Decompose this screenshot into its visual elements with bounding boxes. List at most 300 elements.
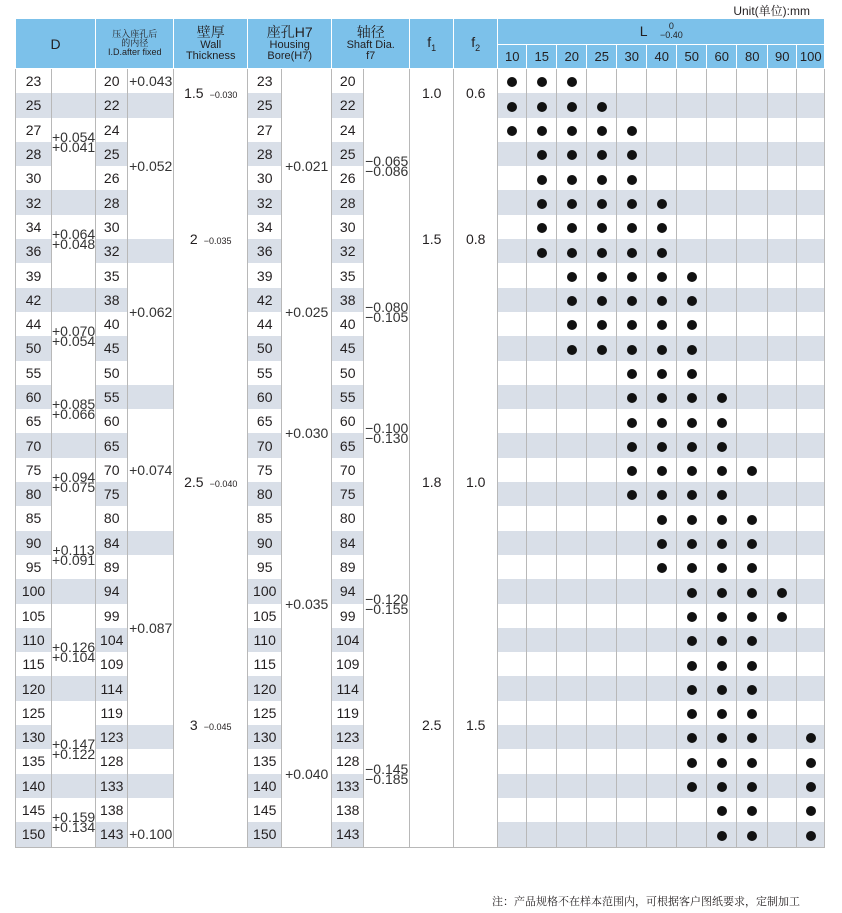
length-availability bbox=[768, 263, 797, 287]
available-dot bbox=[687, 782, 697, 792]
length-availability bbox=[737, 385, 768, 409]
table-row bbox=[16, 69, 825, 94]
available-dot bbox=[597, 199, 607, 209]
length-availability bbox=[677, 628, 707, 652]
header-housing-en: Housing Bore(H7) bbox=[267, 39, 313, 62]
od-tolerance: +0.085 +0.066 bbox=[52, 385, 96, 434]
outer-diameter: 25 bbox=[16, 93, 52, 117]
length-availability bbox=[797, 579, 825, 603]
length-availability bbox=[527, 409, 557, 433]
available-dot bbox=[627, 369, 637, 379]
available-dot bbox=[597, 175, 607, 185]
length-availability bbox=[587, 506, 617, 530]
outer-diameter: 110 bbox=[16, 628, 52, 652]
length-availability bbox=[677, 263, 707, 287]
length-availability bbox=[647, 652, 677, 676]
length-availability bbox=[527, 288, 557, 312]
length-availability bbox=[617, 288, 647, 312]
length-availability bbox=[737, 288, 768, 312]
length-availability bbox=[768, 604, 797, 628]
length-availability bbox=[527, 239, 557, 263]
length-availability bbox=[527, 336, 557, 360]
available-dot bbox=[717, 685, 727, 695]
length-availability bbox=[557, 676, 587, 700]
length-availability bbox=[707, 433, 737, 457]
f1-value: 2.5 bbox=[410, 604, 454, 847]
length-availability bbox=[498, 652, 527, 676]
length-availability bbox=[647, 93, 677, 117]
length-availability bbox=[557, 93, 587, 117]
outer-diameter: 130 bbox=[16, 725, 52, 749]
shaft-diameter: 133 bbox=[332, 774, 364, 798]
length-availability bbox=[617, 215, 647, 239]
length-availability bbox=[768, 506, 797, 530]
inner-diameter: 114 bbox=[96, 676, 128, 700]
length-availability bbox=[527, 263, 557, 287]
id-tolerance-empty bbox=[128, 725, 174, 749]
length-availability bbox=[768, 336, 797, 360]
length-availability bbox=[677, 579, 707, 603]
length-availability bbox=[587, 628, 617, 652]
available-dot bbox=[717, 831, 727, 841]
length-availability bbox=[797, 628, 825, 652]
available-dot bbox=[597, 150, 607, 160]
length-availability bbox=[647, 604, 677, 628]
length-availability bbox=[527, 798, 557, 822]
length-availability bbox=[647, 774, 677, 798]
length-availability bbox=[587, 336, 617, 360]
length-availability bbox=[647, 798, 677, 822]
length-availability bbox=[797, 506, 825, 530]
available-dot bbox=[687, 393, 697, 403]
length-availability bbox=[617, 749, 647, 773]
available-dot bbox=[627, 272, 637, 282]
length-availability bbox=[707, 361, 737, 385]
outer-diameter: 85 bbox=[16, 506, 52, 530]
table-row bbox=[16, 118, 825, 142]
shaft-diameter: 20 bbox=[332, 69, 364, 94]
available-dot bbox=[627, 248, 637, 258]
outer-diameter: 135 bbox=[16, 749, 52, 773]
outer-diameter: 70 bbox=[16, 433, 52, 457]
length-availability bbox=[737, 531, 768, 555]
length-availability bbox=[737, 749, 768, 773]
available-dot bbox=[657, 563, 667, 573]
header-f2-sub: 2 bbox=[475, 42, 481, 53]
length-availability bbox=[617, 166, 647, 190]
length-availability bbox=[527, 385, 557, 409]
length-availability bbox=[677, 93, 707, 117]
length-availability bbox=[737, 482, 768, 506]
length-availability bbox=[557, 506, 587, 530]
shaft-diameter: 75 bbox=[332, 482, 364, 506]
housing-bore: 28 bbox=[248, 142, 282, 166]
length-availability bbox=[587, 142, 617, 166]
length-availability bbox=[737, 652, 768, 676]
length-availability bbox=[617, 676, 647, 700]
shaft-diameter: 138 bbox=[332, 798, 364, 822]
available-dot bbox=[687, 733, 697, 743]
id-tolerance-empty bbox=[128, 531, 174, 555]
length-availability bbox=[587, 312, 617, 336]
shaft-diameter: 55 bbox=[332, 385, 364, 409]
inner-diameter: 133 bbox=[96, 774, 128, 798]
inner-diameter: 123 bbox=[96, 725, 128, 749]
available-dot bbox=[687, 539, 697, 549]
available-dot bbox=[687, 661, 697, 671]
id-tolerance-empty bbox=[128, 701, 174, 725]
housing-bore: 120 bbox=[248, 676, 282, 700]
available-dot bbox=[597, 102, 607, 112]
length-availability bbox=[677, 433, 707, 457]
shaft-diameter: 65 bbox=[332, 433, 364, 457]
available-dot bbox=[657, 515, 667, 525]
length-availability bbox=[707, 506, 737, 530]
length-availability bbox=[527, 774, 557, 798]
length-availability bbox=[707, 288, 737, 312]
wall-value: 2 bbox=[189, 231, 198, 248]
available-dot bbox=[567, 345, 577, 355]
shaft-tolerance: −0.120 −0.155 bbox=[364, 506, 410, 700]
length-availability bbox=[587, 604, 617, 628]
available-dot bbox=[537, 102, 547, 112]
available-dot bbox=[687, 490, 697, 500]
length-availability bbox=[797, 361, 825, 385]
outer-diameter: 150 bbox=[16, 822, 52, 847]
length-availability bbox=[647, 531, 677, 555]
header-shaft bbox=[332, 19, 410, 69]
length-availability bbox=[647, 336, 677, 360]
shaft-diameter: 40 bbox=[332, 312, 364, 336]
outer-diameter: 125 bbox=[16, 701, 52, 725]
available-dot bbox=[747, 588, 757, 598]
length-availability bbox=[498, 239, 527, 263]
available-dot bbox=[627, 296, 637, 306]
length-availability bbox=[677, 822, 707, 847]
available-dot bbox=[627, 466, 637, 476]
inner-diameter: 45 bbox=[96, 336, 128, 360]
length-availability bbox=[557, 288, 587, 312]
length-availability bbox=[677, 798, 707, 822]
available-dot bbox=[747, 733, 757, 743]
length-availability bbox=[768, 69, 797, 94]
outer-diameter: 100 bbox=[16, 579, 52, 603]
id-tolerance: +0.062 bbox=[128, 263, 174, 360]
available-dot bbox=[567, 248, 577, 258]
length-availability bbox=[557, 69, 587, 94]
inner-diameter: 89 bbox=[96, 555, 128, 579]
available-dot bbox=[687, 758, 697, 768]
od-tolerance-empty bbox=[52, 93, 96, 117]
length-availability bbox=[557, 774, 587, 798]
shaft-diameter: 38 bbox=[332, 288, 364, 312]
length-availability bbox=[797, 215, 825, 239]
od-tolerance: +0.064 +0.048 bbox=[52, 215, 96, 264]
length-availability bbox=[677, 142, 707, 166]
housing-bore: 65 bbox=[248, 409, 282, 433]
available-dot bbox=[537, 150, 547, 160]
length-availability bbox=[498, 458, 527, 482]
available-dot bbox=[627, 320, 637, 330]
header-f1 bbox=[410, 19, 454, 69]
available-dot bbox=[687, 345, 697, 355]
available-dot bbox=[717, 636, 727, 646]
housing-bore: 100 bbox=[248, 579, 282, 603]
table-row bbox=[16, 361, 825, 385]
od-tolerance-empty bbox=[52, 433, 96, 457]
length-availability bbox=[677, 69, 707, 94]
id-tolerance-empty bbox=[128, 215, 174, 239]
inner-diameter: 25 bbox=[96, 142, 128, 166]
length-availability bbox=[647, 822, 677, 847]
length-availability bbox=[498, 433, 527, 457]
available-dot bbox=[507, 126, 517, 136]
shaft-tolerance: −0.065 −0.086 bbox=[364, 69, 410, 264]
length-availability bbox=[617, 385, 647, 409]
length-availability bbox=[737, 263, 768, 287]
length-availability bbox=[677, 312, 707, 336]
length-availability bbox=[557, 312, 587, 336]
length-availability bbox=[768, 190, 797, 214]
housing-bore: 130 bbox=[248, 725, 282, 749]
length-availability bbox=[527, 628, 557, 652]
od-tolerance: +0.159 +0.134 bbox=[52, 798, 96, 847]
length-availability bbox=[527, 215, 557, 239]
length-availability bbox=[677, 458, 707, 482]
length-availability bbox=[737, 312, 768, 336]
length-availability bbox=[707, 118, 737, 142]
length-availability bbox=[557, 555, 587, 579]
outer-diameter: 115 bbox=[16, 652, 52, 676]
length-availability bbox=[527, 676, 557, 700]
length-availability bbox=[768, 531, 797, 555]
length-availability bbox=[677, 239, 707, 263]
length-availability bbox=[737, 409, 768, 433]
available-dot bbox=[657, 199, 667, 209]
available-dot bbox=[717, 442, 727, 452]
available-dot bbox=[687, 320, 697, 330]
length-availability bbox=[498, 822, 527, 847]
available-dot bbox=[717, 588, 727, 598]
header-f1-sub: 1 bbox=[431, 42, 437, 53]
length-availability bbox=[527, 555, 557, 579]
length-availability bbox=[557, 433, 587, 457]
length-availability bbox=[677, 774, 707, 798]
available-dot bbox=[777, 588, 787, 598]
housing-bore: 135 bbox=[248, 749, 282, 773]
outer-diameter: 36 bbox=[16, 239, 52, 263]
length-availability bbox=[677, 482, 707, 506]
f2-value: 1.0 bbox=[454, 361, 498, 604]
length-availability bbox=[587, 69, 617, 94]
length-availability bbox=[587, 555, 617, 579]
length-availability bbox=[617, 822, 647, 847]
available-dot bbox=[537, 223, 547, 233]
length-availability bbox=[707, 215, 737, 239]
length-availability bbox=[587, 458, 617, 482]
outer-diameter: 42 bbox=[16, 288, 52, 312]
available-dot bbox=[747, 466, 757, 476]
footnote: 注：产品规格不在样本范围内，可根据客户图纸要求，定制加工 bbox=[492, 895, 800, 908]
shaft-diameter: 35 bbox=[332, 263, 364, 287]
header-length: 80 bbox=[737, 45, 768, 69]
id-tolerance: +0.043 bbox=[128, 69, 174, 94]
inner-diameter: 32 bbox=[96, 239, 128, 263]
available-dot bbox=[717, 539, 727, 549]
available-dot bbox=[687, 466, 697, 476]
length-availability bbox=[587, 239, 617, 263]
length-availability bbox=[498, 798, 527, 822]
length-availability bbox=[617, 458, 647, 482]
available-dot bbox=[657, 223, 667, 233]
outer-diameter: 90 bbox=[16, 531, 52, 555]
available-dot bbox=[717, 466, 727, 476]
length-availability bbox=[587, 652, 617, 676]
available-dot bbox=[747, 563, 757, 573]
length-availability bbox=[797, 798, 825, 822]
length-availability bbox=[498, 166, 527, 190]
available-dot bbox=[537, 175, 547, 185]
available-dot bbox=[717, 515, 727, 525]
length-availability bbox=[587, 288, 617, 312]
length-availability bbox=[677, 361, 707, 385]
housing-bore: 140 bbox=[248, 774, 282, 798]
length-availability bbox=[498, 142, 527, 166]
length-availability bbox=[647, 166, 677, 190]
length-availability bbox=[587, 385, 617, 409]
housing-tolerance: +0.040 bbox=[282, 701, 332, 847]
length-availability bbox=[707, 725, 737, 749]
wall-tolerance: −0.035 bbox=[203, 236, 232, 247]
length-availability bbox=[768, 142, 797, 166]
length-availability bbox=[707, 628, 737, 652]
available-dot bbox=[747, 539, 757, 549]
length-availability bbox=[498, 676, 527, 700]
available-dot bbox=[537, 199, 547, 209]
length-availability bbox=[527, 166, 557, 190]
length-availability bbox=[768, 361, 797, 385]
length-availability bbox=[768, 239, 797, 263]
available-dot bbox=[717, 418, 727, 428]
length-availability bbox=[677, 288, 707, 312]
header-l-letter: L bbox=[639, 23, 648, 40]
length-availability bbox=[647, 676, 677, 700]
available-dot bbox=[806, 733, 816, 743]
available-dot bbox=[717, 806, 727, 816]
length-availability bbox=[587, 579, 617, 603]
available-dot bbox=[597, 223, 607, 233]
length-availability bbox=[527, 93, 557, 117]
length-availability bbox=[557, 385, 587, 409]
length-availability bbox=[677, 676, 707, 700]
length-availability bbox=[647, 725, 677, 749]
length-availability bbox=[587, 798, 617, 822]
length-availability bbox=[587, 361, 617, 385]
length-availability bbox=[647, 215, 677, 239]
f2-value: 0.6 bbox=[454, 69, 498, 118]
length-availability bbox=[557, 604, 587, 628]
length-availability bbox=[587, 531, 617, 555]
available-dot bbox=[687, 563, 697, 573]
shaft-diameter: 25 bbox=[332, 142, 364, 166]
id-tolerance-empty bbox=[128, 774, 174, 798]
length-availability bbox=[677, 749, 707, 773]
length-availability bbox=[768, 555, 797, 579]
inner-diameter: 35 bbox=[96, 263, 128, 287]
length-availability bbox=[617, 361, 647, 385]
od-tolerance: +0.070 +0.054 bbox=[52, 312, 96, 361]
length-availability bbox=[677, 190, 707, 214]
length-availability bbox=[587, 409, 617, 433]
shaft-tolerance: −0.080 −0.105 bbox=[364, 263, 410, 360]
header-f2 bbox=[454, 19, 498, 69]
shaft-diameter: 84 bbox=[332, 531, 364, 555]
shaft-diameter: 24 bbox=[332, 118, 364, 142]
length-availability bbox=[647, 458, 677, 482]
shaft-diameter: 32 bbox=[332, 239, 364, 263]
available-dot bbox=[567, 199, 577, 209]
length-availability bbox=[498, 506, 527, 530]
available-dot bbox=[627, 393, 637, 403]
shaft-diameter: 70 bbox=[332, 458, 364, 482]
f1-value: 1.5 bbox=[410, 118, 454, 361]
length-availability bbox=[617, 506, 647, 530]
length-availability bbox=[768, 579, 797, 603]
wall-value: 3 bbox=[189, 717, 198, 734]
f2-value: 1.5 bbox=[454, 604, 498, 847]
length-availability bbox=[617, 69, 647, 94]
length-availability bbox=[677, 604, 707, 628]
inner-diameter: 143 bbox=[96, 822, 128, 847]
available-dot bbox=[657, 345, 667, 355]
length-availability bbox=[797, 93, 825, 117]
housing-bore: 125 bbox=[248, 701, 282, 725]
length-availability bbox=[737, 458, 768, 482]
header-f1-letter: f bbox=[427, 34, 432, 51]
length-availability bbox=[707, 239, 737, 263]
od-tolerance-empty bbox=[52, 676, 96, 700]
length-availability bbox=[527, 531, 557, 555]
length-availability bbox=[677, 652, 707, 676]
shaft-diameter: 94 bbox=[332, 579, 364, 603]
length-availability bbox=[797, 239, 825, 263]
shaft-diameter: 60 bbox=[332, 409, 364, 433]
length-availability bbox=[768, 676, 797, 700]
available-dot bbox=[777, 612, 787, 622]
available-dot bbox=[627, 199, 637, 209]
f1-value: 1.8 bbox=[410, 361, 454, 604]
available-dot bbox=[687, 588, 697, 598]
housing-bore: 42 bbox=[248, 288, 282, 312]
length-availability bbox=[647, 482, 677, 506]
length-availability bbox=[587, 263, 617, 287]
od-tolerance: +0.113 +0.091 bbox=[52, 531, 96, 580]
length-availability bbox=[527, 433, 557, 457]
length-availability bbox=[768, 774, 797, 798]
inner-diameter: 40 bbox=[96, 312, 128, 336]
length-availability bbox=[527, 506, 557, 530]
length-availability bbox=[707, 458, 737, 482]
length-availability bbox=[647, 142, 677, 166]
length-availability bbox=[647, 385, 677, 409]
length-availability bbox=[677, 166, 707, 190]
housing-bore: 110 bbox=[248, 628, 282, 652]
length-availability bbox=[737, 701, 768, 725]
length-availability bbox=[768, 798, 797, 822]
length-availability bbox=[797, 385, 825, 409]
inner-diameter: 24 bbox=[96, 118, 128, 142]
housing-tolerance: +0.021 bbox=[282, 69, 332, 264]
